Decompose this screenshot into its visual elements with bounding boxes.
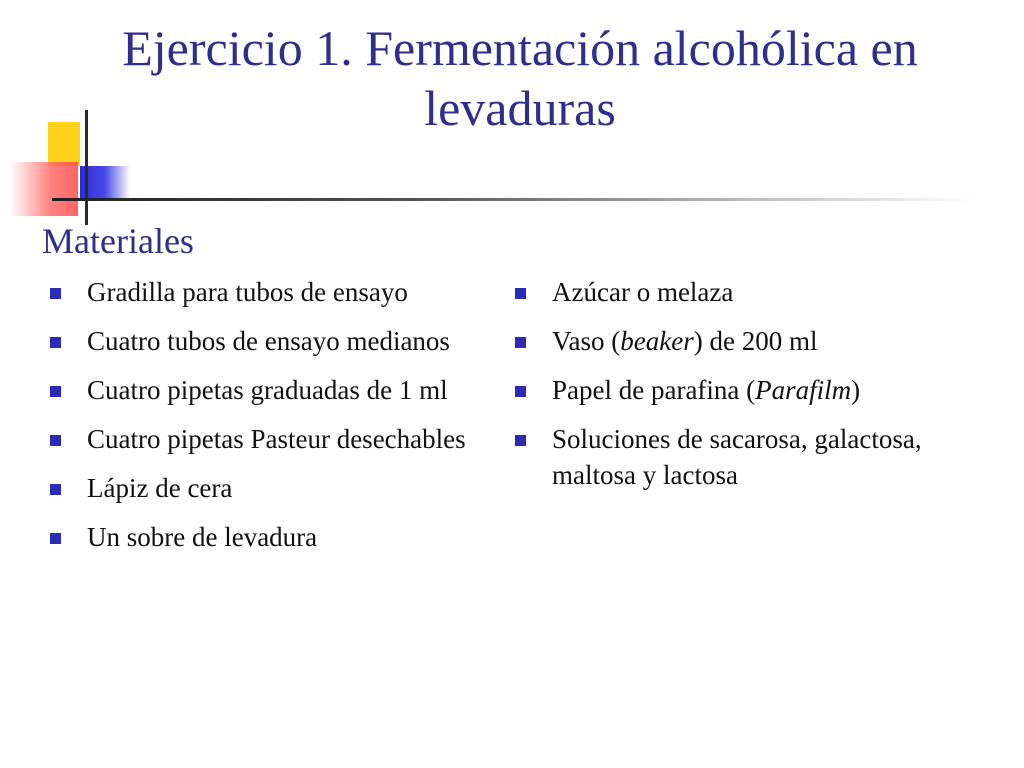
list-item xyxy=(50,372,490,408)
list-item-text: Cuatro pipetas graduadas de 1 ml xyxy=(87,375,448,405)
red-square xyxy=(10,162,78,216)
list-item xyxy=(515,372,985,408)
list-item-text-pre: Papel de parafina ( xyxy=(552,375,756,405)
materials-list-right xyxy=(515,274,985,506)
slide-title: Ejercicio 1. Fermentación alcohólica en levaduras xyxy=(122,20,918,136)
list-item-italic: beaker xyxy=(620,326,694,356)
square-bullet-icon xyxy=(50,386,61,397)
square-bullet-icon xyxy=(50,533,61,544)
yellow-square xyxy=(48,122,80,166)
square-bullet-icon xyxy=(50,484,61,495)
list-item-text-pre: Vaso ( xyxy=(552,326,621,356)
square-bullet-icon xyxy=(515,337,526,348)
list-item-text: Cuatro tubos de ensayo medianos xyxy=(87,326,450,356)
materials-list-left xyxy=(50,274,490,568)
square-bullet-icon xyxy=(50,435,61,446)
list-item-italic: Parafilm xyxy=(755,375,852,405)
list-item xyxy=(50,470,490,506)
list-item xyxy=(50,421,490,457)
square-bullet-icon xyxy=(515,386,526,397)
horizontal-rule xyxy=(52,198,977,201)
square-bullet-icon xyxy=(50,288,61,299)
list-item xyxy=(515,274,985,310)
decorative-squares-graphic xyxy=(0,100,1000,230)
list-item-text: Soluciones de sacarosa, galactosa, maltosa y lactosa xyxy=(552,424,922,490)
list-item-text-post: ) xyxy=(851,375,861,405)
list-item-text: Cuatro pipetas Pasteur desechables xyxy=(87,424,466,454)
list-item-text: Gradilla para tubos de ensayo xyxy=(87,277,408,307)
vertical-rule xyxy=(85,110,88,225)
section-heading: Materiales xyxy=(42,221,194,261)
list-item-text: Un sobre de levadura xyxy=(87,522,318,552)
square-bullet-icon xyxy=(515,288,526,299)
square-bullet-icon xyxy=(50,337,61,348)
list-item xyxy=(50,519,490,555)
list-item-text: Lápiz de cera xyxy=(87,473,233,503)
list-item xyxy=(515,421,985,493)
list-item xyxy=(515,323,985,359)
list-item-text: Azúcar o melaza xyxy=(552,277,734,307)
list-item-text-post: ) de 200 ml xyxy=(693,326,818,356)
list-item xyxy=(50,323,490,359)
square-bullet-icon xyxy=(515,435,526,446)
list-item xyxy=(50,274,490,310)
